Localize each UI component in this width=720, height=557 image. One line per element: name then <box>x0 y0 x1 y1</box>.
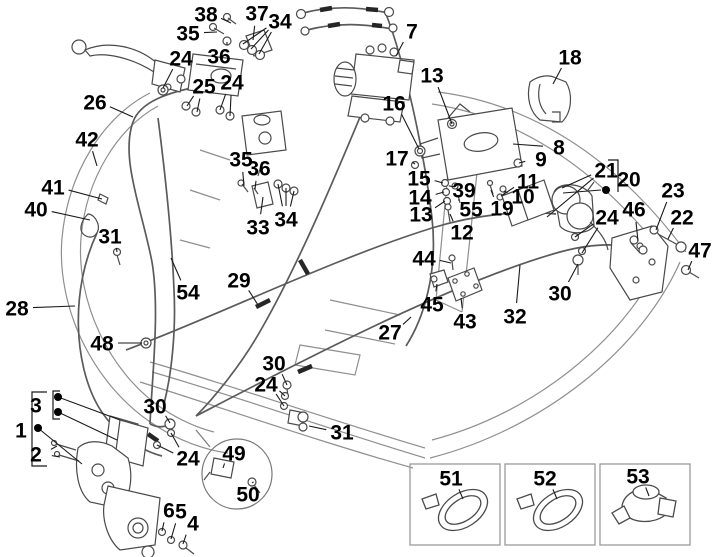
callout-number-23: 23 <box>661 179 685 203</box>
callout-7 <box>396 21 418 57</box>
leader-line <box>568 264 578 282</box>
callout-number-21: 21 <box>594 159 618 183</box>
callout-number-16: 16 <box>382 92 406 116</box>
leader-line <box>450 214 453 221</box>
callout-number-26: 26 <box>83 91 107 115</box>
callout-number-2: 2 <box>30 443 42 467</box>
callout-number-30: 30 <box>143 395 167 419</box>
callout-49 <box>222 443 245 469</box>
callout-50 <box>236 482 259 507</box>
callout-number-32: 32 <box>503 305 527 329</box>
callout-number-22: 22 <box>670 206 694 230</box>
callout-31 <box>98 226 122 253</box>
callout-number-55: 55 <box>459 198 483 222</box>
floor-fittings-artwork <box>281 381 309 431</box>
callout-29 <box>227 270 258 306</box>
callout-number-49: 49 <box>222 442 246 466</box>
callout-number-18: 18 <box>558 46 582 70</box>
callout-45 <box>420 284 444 317</box>
callout-number-41: 41 <box>41 176 65 200</box>
callout-25 <box>187 76 216 113</box>
leader-line <box>93 151 97 166</box>
callout-number-29: 29 <box>227 269 251 293</box>
callout-number-28: 28 <box>5 297 29 321</box>
callout-number-17: 17 <box>385 147 409 171</box>
callout-number-1: 1 <box>15 419 27 443</box>
callout-31 <box>309 422 354 445</box>
callout-number-13: 13 <box>409 203 433 227</box>
callout-number-52: 52 <box>533 467 557 491</box>
callout-number-24: 24 <box>169 47 193 71</box>
callout-number-13: 13 <box>420 64 444 88</box>
callout-30 <box>143 396 170 424</box>
callout-number-4: 4 <box>187 512 199 536</box>
leader-line <box>204 32 217 33</box>
callout-number-27: 27 <box>378 321 402 345</box>
callout-34 <box>274 184 298 232</box>
bullet-marker <box>34 424 42 432</box>
callout-number-9: 9 <box>535 148 547 172</box>
callout-number-40: 40 <box>24 198 48 222</box>
callout-24 <box>254 374 285 407</box>
callout-41 <box>41 177 102 200</box>
bullet-marker <box>54 393 62 401</box>
callout-number-43: 43 <box>453 310 477 334</box>
callout-9 <box>519 149 547 172</box>
callout-number-34: 34 <box>268 10 292 34</box>
callout-number-35: 35 <box>176 22 200 46</box>
callout-number-10: 10 <box>511 185 535 209</box>
leader-line <box>402 114 419 149</box>
callout-number-24: 24 <box>176 447 200 471</box>
callout-48 <box>90 333 142 356</box>
callout-32 <box>503 265 526 329</box>
bullet-marker <box>54 408 62 416</box>
callout-number-33: 33 <box>246 216 270 240</box>
leader-line <box>171 433 179 447</box>
callout-number-14: 14 <box>408 186 432 210</box>
callout-number-34: 34 <box>274 208 298 232</box>
leader-line <box>517 265 520 303</box>
leader-line <box>157 445 173 453</box>
callout-number-12: 12 <box>450 221 474 245</box>
callout-number-19: 19 <box>490 197 514 221</box>
rear-bracket-artwork <box>610 226 699 300</box>
left-pipe-artwork <box>81 194 151 348</box>
callout-number-53: 53 <box>626 465 650 489</box>
sensor-53-artwork <box>612 485 676 524</box>
callout-number-51: 51 <box>439 467 463 491</box>
callout-13 <box>409 201 445 227</box>
callout-number-38: 38 <box>194 3 218 27</box>
callout-number-36: 36 <box>207 45 231 69</box>
callout-number-6: 6 <box>163 499 175 523</box>
callout-number-39: 39 <box>452 179 476 203</box>
leader-line <box>69 190 102 199</box>
callout-47 <box>688 240 712 271</box>
bullet-leader-line <box>38 428 82 464</box>
leader-line <box>435 201 445 208</box>
callout-number-24: 24 <box>254 373 278 397</box>
callout-number-5: 5 <box>175 500 187 524</box>
leader-line <box>440 260 451 263</box>
callout-27 <box>378 317 411 345</box>
callout-number-20: 20 <box>617 168 641 192</box>
callout-number-25: 25 <box>192 75 216 99</box>
leader-line <box>116 248 117 252</box>
callout-6 <box>162 500 175 532</box>
bullet-marker <box>602 186 610 194</box>
callout-number-3: 3 <box>30 394 42 418</box>
callout-number-8: 8 <box>553 136 565 160</box>
callout-number-30: 30 <box>548 282 572 306</box>
front-caliper-artwork <box>52 416 195 557</box>
callout-1 <box>15 420 27 443</box>
callout-number-31: 31 <box>330 421 354 445</box>
callout-3 <box>30 395 42 418</box>
cover-18-artwork <box>528 76 570 122</box>
callout-13 <box>420 65 452 125</box>
callout-number-42: 42 <box>75 128 99 152</box>
leader-line <box>110 107 133 117</box>
callout-44 <box>412 248 451 271</box>
callout-number-35: 35 <box>229 148 253 172</box>
callout-number-7: 7 <box>406 20 418 44</box>
leader-line <box>461 298 462 308</box>
callout-number-24: 24 <box>220 71 244 95</box>
leader-line <box>51 446 57 449</box>
callout-number-31: 31 <box>98 225 122 249</box>
callout-40 <box>24 199 90 222</box>
callout-55 <box>459 199 483 222</box>
callout-number-45: 45 <box>420 293 444 317</box>
callout-number-50: 50 <box>236 483 260 507</box>
callout-number-37: 37 <box>245 2 269 26</box>
callout-11 <box>501 171 539 197</box>
callout-number-54: 54 <box>176 281 200 305</box>
callout-36 <box>207 42 230 69</box>
callout-54 <box>171 258 200 305</box>
callout-42 <box>75 129 98 167</box>
callout-30 <box>548 264 578 306</box>
callout-number-15: 15 <box>407 167 431 191</box>
callout-number-36: 36 <box>247 157 271 181</box>
callout-20 <box>617 169 640 192</box>
callout-26 <box>83 92 133 118</box>
callout-28 <box>5 298 75 321</box>
callout-number-44: 44 <box>412 247 436 271</box>
callout-number-30: 30 <box>262 352 286 376</box>
callout-number-24: 24 <box>595 206 619 230</box>
callout-number-46: 46 <box>622 198 646 222</box>
leader-line <box>249 290 258 305</box>
callout-number-48: 48 <box>90 332 114 356</box>
callout-number-11: 11 <box>516 170 540 194</box>
leader-line <box>403 317 411 324</box>
callout-43 <box>453 298 476 334</box>
callout-number-47: 47 <box>688 239 712 263</box>
